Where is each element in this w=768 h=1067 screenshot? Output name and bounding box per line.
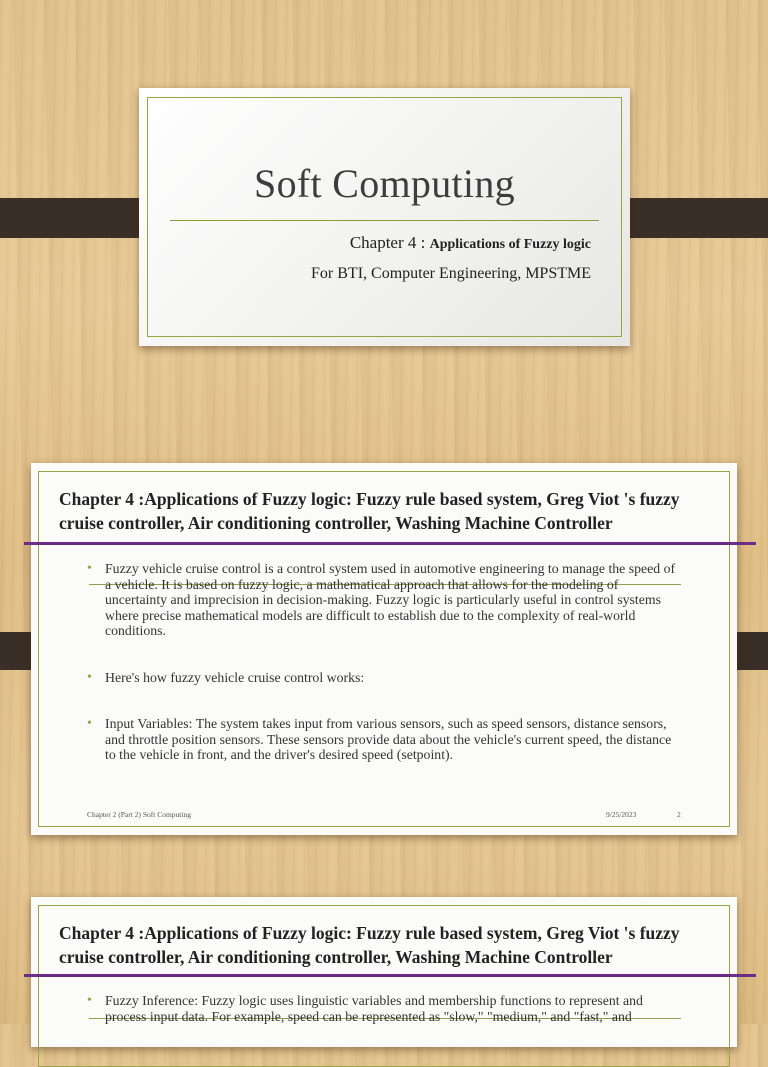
bullet-item: • Here's how fuzzy vehicle cruise control works:	[87, 670, 679, 686]
title-slide[interactable]	[139, 88, 630, 346]
title-slide-border	[147, 97, 622, 337]
slide-2-heading-rule	[24, 542, 756, 545]
chapter-label: Chapter 4 :	[349, 233, 430, 252]
footer-left-text: Chapter 2 (Part 2) Soft Computing	[87, 810, 191, 819]
slide-title: Soft Computing	[254, 161, 515, 206]
bullet-item: • Fuzzy Inference: Fuzzy logic uses linguistic variables and membership functions to represent and process input data. For example, speed can be represented as "slow," "medium," and "fast," and	[87, 993, 679, 1024]
chapter-topic: Applications of Fuzzy logic	[429, 237, 591, 252]
content-slide-2[interactable]	[31, 463, 737, 835]
footer-page-number: 2	[677, 810, 681, 819]
audience-subtitle: For BTI, Computer Engineering, MPSTME	[311, 265, 591, 282]
content-slide-3[interactable]	[31, 897, 737, 1047]
footer-date: 9/25/2023	[606, 810, 637, 819]
binder-bar-left-1	[0, 198, 155, 238]
bullet-item: • Fuzzy vehicle cruise control is a control system used in automotive engineering to manage the speed of a vehicle. It is based on fuzzy logic, a mathematical approach that allows for the modeling of uncertainty and imprecision in decision-making. Fuzzy logic is particularly useful in control systems where precise mathematical models are difficult to establish due to the complexity of real-world conditions.	[87, 561, 679, 639]
slide-2-bullet-list	[87, 561, 679, 763]
bullet-item: • Input Variables: The system takes input from various sensors, such as speed sensors, distance sensors, and throttle position sensors. These sensors provide data about the vehicle's current speed, the distance to the vehicle in front, and the driver's desired speed (setpoint).	[87, 716, 679, 763]
slide-2-heading: Chapter 4 :Applications of Fuzzy logic: Fuzzy rule based system, Greg Viot 's fuzzy cruise controller, Air conditioning controller, Washing Machine Controller	[59, 489, 680, 533]
slide-3-heading: Chapter 4 :Applications of Fuzzy logic: Fuzzy rule based system, Greg Viot 's fuzzy cruise controller, Air conditioning controller, Washing Machine Controller	[59, 923, 680, 967]
chapter-subtitle	[350, 233, 591, 253]
title-divider	[170, 220, 599, 221]
slide-3-bullet-list	[87, 993, 679, 1024]
binder-bar-right-1	[613, 198, 768, 238]
slide-3-heading-rule	[24, 974, 756, 977]
